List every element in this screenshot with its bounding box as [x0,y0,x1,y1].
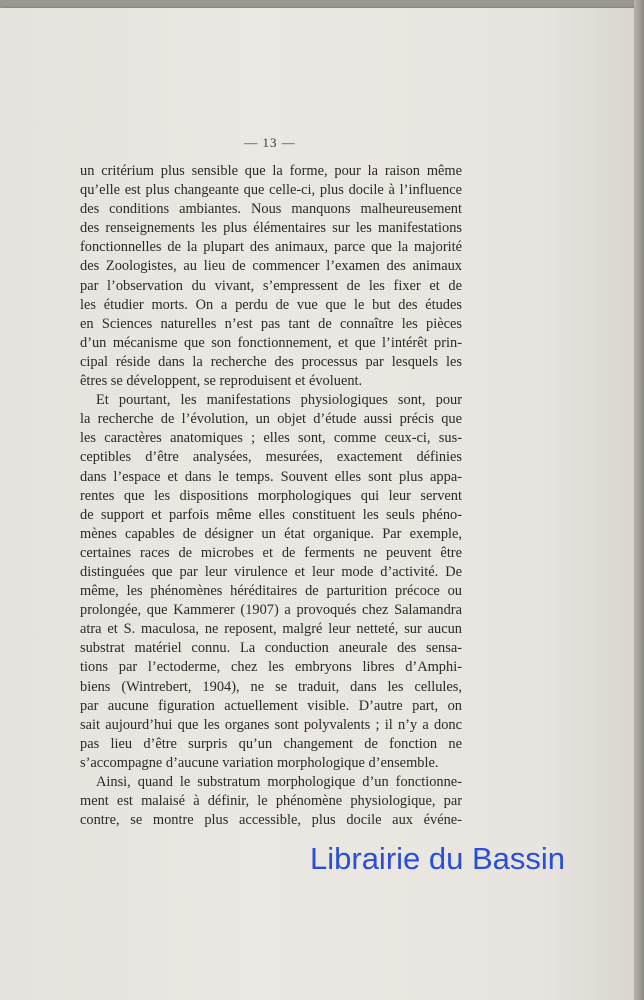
text-line: rentes que les dispositions morphologiques qui leur servent [80,487,462,504]
text-line: tions par l’ectoderme, chez les embryons libres d’Amphi- [80,659,462,676]
text-line: ment est malaisé à définir, le phénomène physiologique, par [80,793,462,810]
book-page [0,8,634,1000]
text-line: en Sciences naturelles n’est pas tant de connaître les pièces [80,315,462,332]
text-line: par l’observation du vivant, s’empressent de les fixer et de [80,277,462,294]
text-line: biens (Wintrebert, 1904), ne se traduit, dans les cellules, [80,678,462,695]
text-line: les étudier morts. On a perdu de vue que le but des études [80,296,462,313]
text-line: Ainsi, quand le substratum morphologique d’un fonctionne- [96,774,462,790]
text-line: êtres se développent, se reproduisent et évoluent. [80,373,363,390]
text-line: mènes capables de désigner un état organique. Par exemple, [80,525,462,542]
text-line: un critérium plus sensible que la forme, pour la raison même [80,163,462,179]
text-line: substrat matériel connu. La conduction aneurale des sensa- [80,640,462,657]
text-line: s’accompagne d’aucune variation morphologique d’ensemble. [80,754,439,771]
text-line: ceptibles d’être analysées, mesurées, exactement définies [80,449,462,466]
text-line: cipal réside dans la recherche des processus par lesquels les [80,353,462,370]
text-line: prolongée, que Kammerer (1907) a provoqués chez Salamandra [80,602,462,619]
text-line: des renseignements les plus élémentaires sur les manifestations [80,220,462,237]
text-line: les caractères anatomiques ; elles sont, comme ceux-ci, sus- [80,430,462,447]
text-line: distinguées que par leur virulence et leur mode d’activité. De [80,563,462,580]
text-line: d’un mécanisme que son fonctionnement, et que l’intérêt prin- [80,334,462,351]
text-line: dans l’espace et dans le temps. Souvent elles sont plus appa- [80,468,462,485]
watermark-text: Librairie du Bassin [310,841,566,876]
text-line: sait aujourd’hui que les organes sont polyvalents ; il n’y a donc [80,716,462,733]
text-line: qu’elle est plus changeante que celle-ci, plus docile à l’influence [80,182,462,199]
body-text [80,162,462,830]
text-line: contre, se montre plus accessible, plus docile aux événe- [80,812,462,829]
text-line: des conditions ambiantes. Nous manquons malheureusement [80,201,462,218]
page-number: — 13 — [244,135,296,150]
text-line: pas lieu d’être surpris qu’un changement de fonction ne [80,735,462,752]
text-line: la recherche de l’évolution, un objet d’étude aussi précis que [80,411,462,428]
text-line: Et pourtant, les manifestations physiologiques sont, pour [96,392,462,409]
text-line: par aucune figuration actuellement visible. D’autre part, on [80,697,462,714]
text-line: certaines races de microbes et de ferments ne peuvent être [80,544,462,561]
text-line: fonctionnelles de la plupart des animaux, parce que la majorité [80,239,462,256]
page-edge [634,0,644,1000]
text-line: même, les phénomènes héréditaires de parturition précoce ou [80,583,462,600]
text-line: atra et S. maculosa, ne reposent, malgré leur netteté, sur aucun [80,621,462,638]
text-line: des Zoologistes, au lieu de commencer l’examen des animaux [80,258,462,275]
text-line: de support et parfois même elles constituent les seuls phéno- [80,506,462,523]
